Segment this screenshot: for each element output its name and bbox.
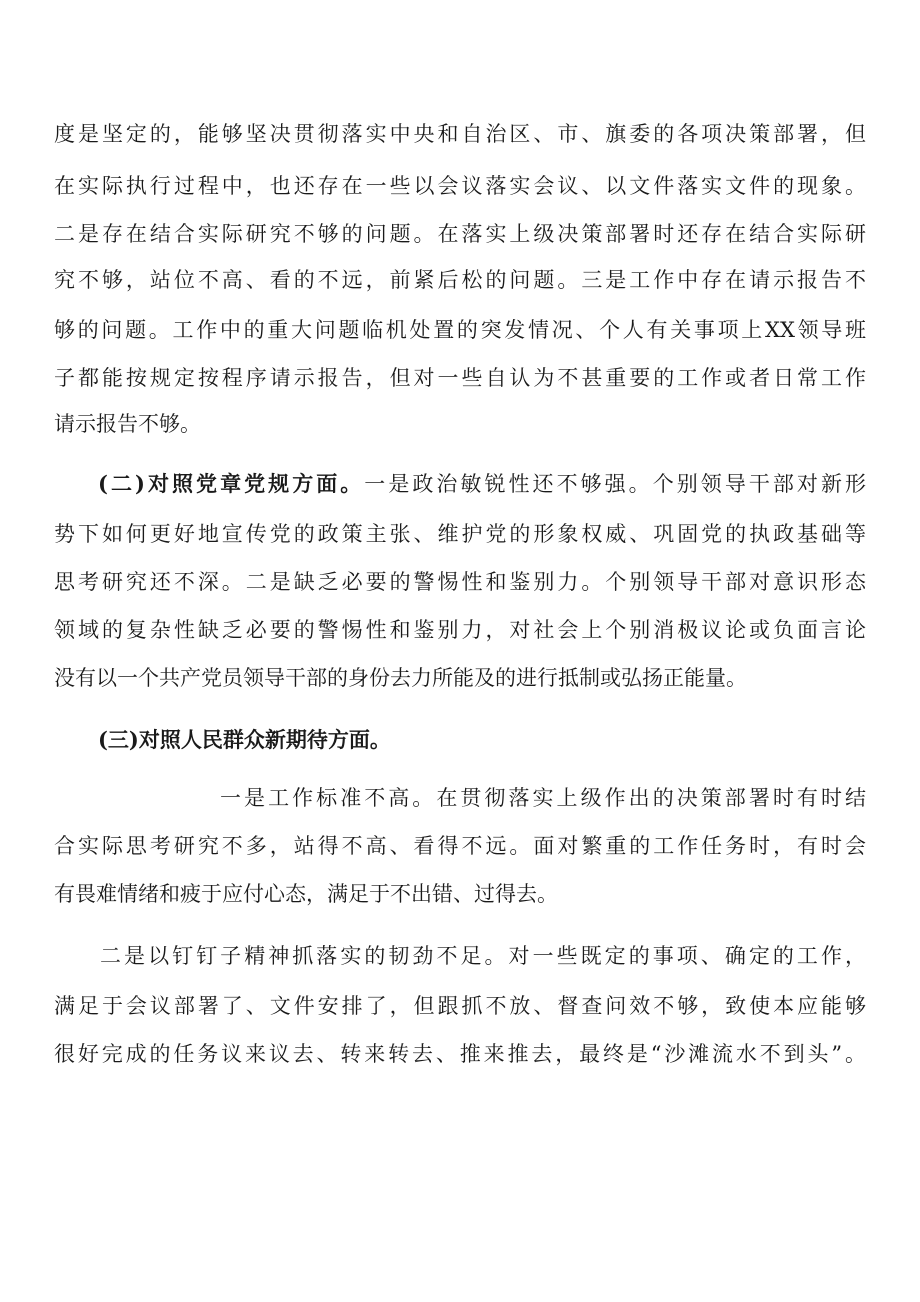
paragraph-2-line-3: 思考研究还不深。二是缺乏必要的警惕性和鉴别力。个别领导干部对意识形态 <box>54 570 866 594</box>
paragraph-4-line-3: 有畏难情绪和疲于应付心态，满足于不出错、过得去。 <box>54 882 558 906</box>
paragraph-2-line-1 <box>98 468 866 500</box>
paragraph-2-line-4: 领域的复杂性缺乏必要的警惕性和鉴别力，对社会上个别消极议论或负面言论 <box>54 618 866 642</box>
paragraph-4-line-1: 一是工作标准不高。在贯彻落实上级作出的决策部署时有时结 <box>220 786 866 810</box>
paragraph-5-line-1: 二是以钉钉子精神抓落实的韧劲不足。对一些既定的事项、确定的工作， <box>100 944 866 968</box>
section-heading-2: (二)对照党章党规方面。 <box>98 471 365 496</box>
paragraph-5-line-2: 满足于会议部署了、文件安排了，但跟抓不放、督查问效不够，致使本应能够 <box>54 994 866 1018</box>
paragraph-5-line-3: 很好完成的任务议来议去、转来转去、推来推去，最终是“沙滩流水不到头”。 <box>54 1042 866 1066</box>
paragraph-1-line-7: 请示报告不够。 <box>54 412 201 436</box>
paragraph-4-line-2: 合实际思考研究不多，站得不高、看得不远。面对繁重的工作任务时，有时会 <box>54 834 866 858</box>
paragraph-2-line-2: 势下如何更好地宣传党的政策主张、维护党的形象权威、巩固党的执政基础等 <box>54 522 866 546</box>
paragraph-1-line-2: 在实际执行过程中，也还存在一些以会议落实会议、以文件落实文件的现象。 <box>54 174 866 198</box>
paragraph-1-line-4: 究不够，站位不高、看的不远，前紧后松的问题。三是工作中存在请示报告不 <box>54 268 866 292</box>
paragraph-2-line-1-text: 一是政治敏锐性还不够强。个别领导干部对新形 <box>364 472 866 496</box>
section-heading-3: (三)对照人民群众新期待方面。 <box>98 727 391 752</box>
paragraph-1-line-1: 度是坚定的，能够坚决贯彻落实中央和自治区、市、旗委的各项决策部署，但 <box>54 122 866 146</box>
paragraph-1-line-5: 够的问题。工作中的重大问题临机处置的突发情况、个人有关事项上XX领导班 <box>54 318 866 342</box>
paragraph-1-line-3: 二是存在结合实际研究不够的问题。在落实上级决策部署时还存在结合实际研 <box>54 222 866 246</box>
paragraph-2-line-5: 没有以一个共产党员领导干部的身份去力所能及的进行抵制或弘扬正能量。 <box>54 666 747 690</box>
paragraph-1-line-6: 子都能按规定按程序请示报告，但对一些自认为不甚重要的工作或者日常工作 <box>54 366 866 390</box>
